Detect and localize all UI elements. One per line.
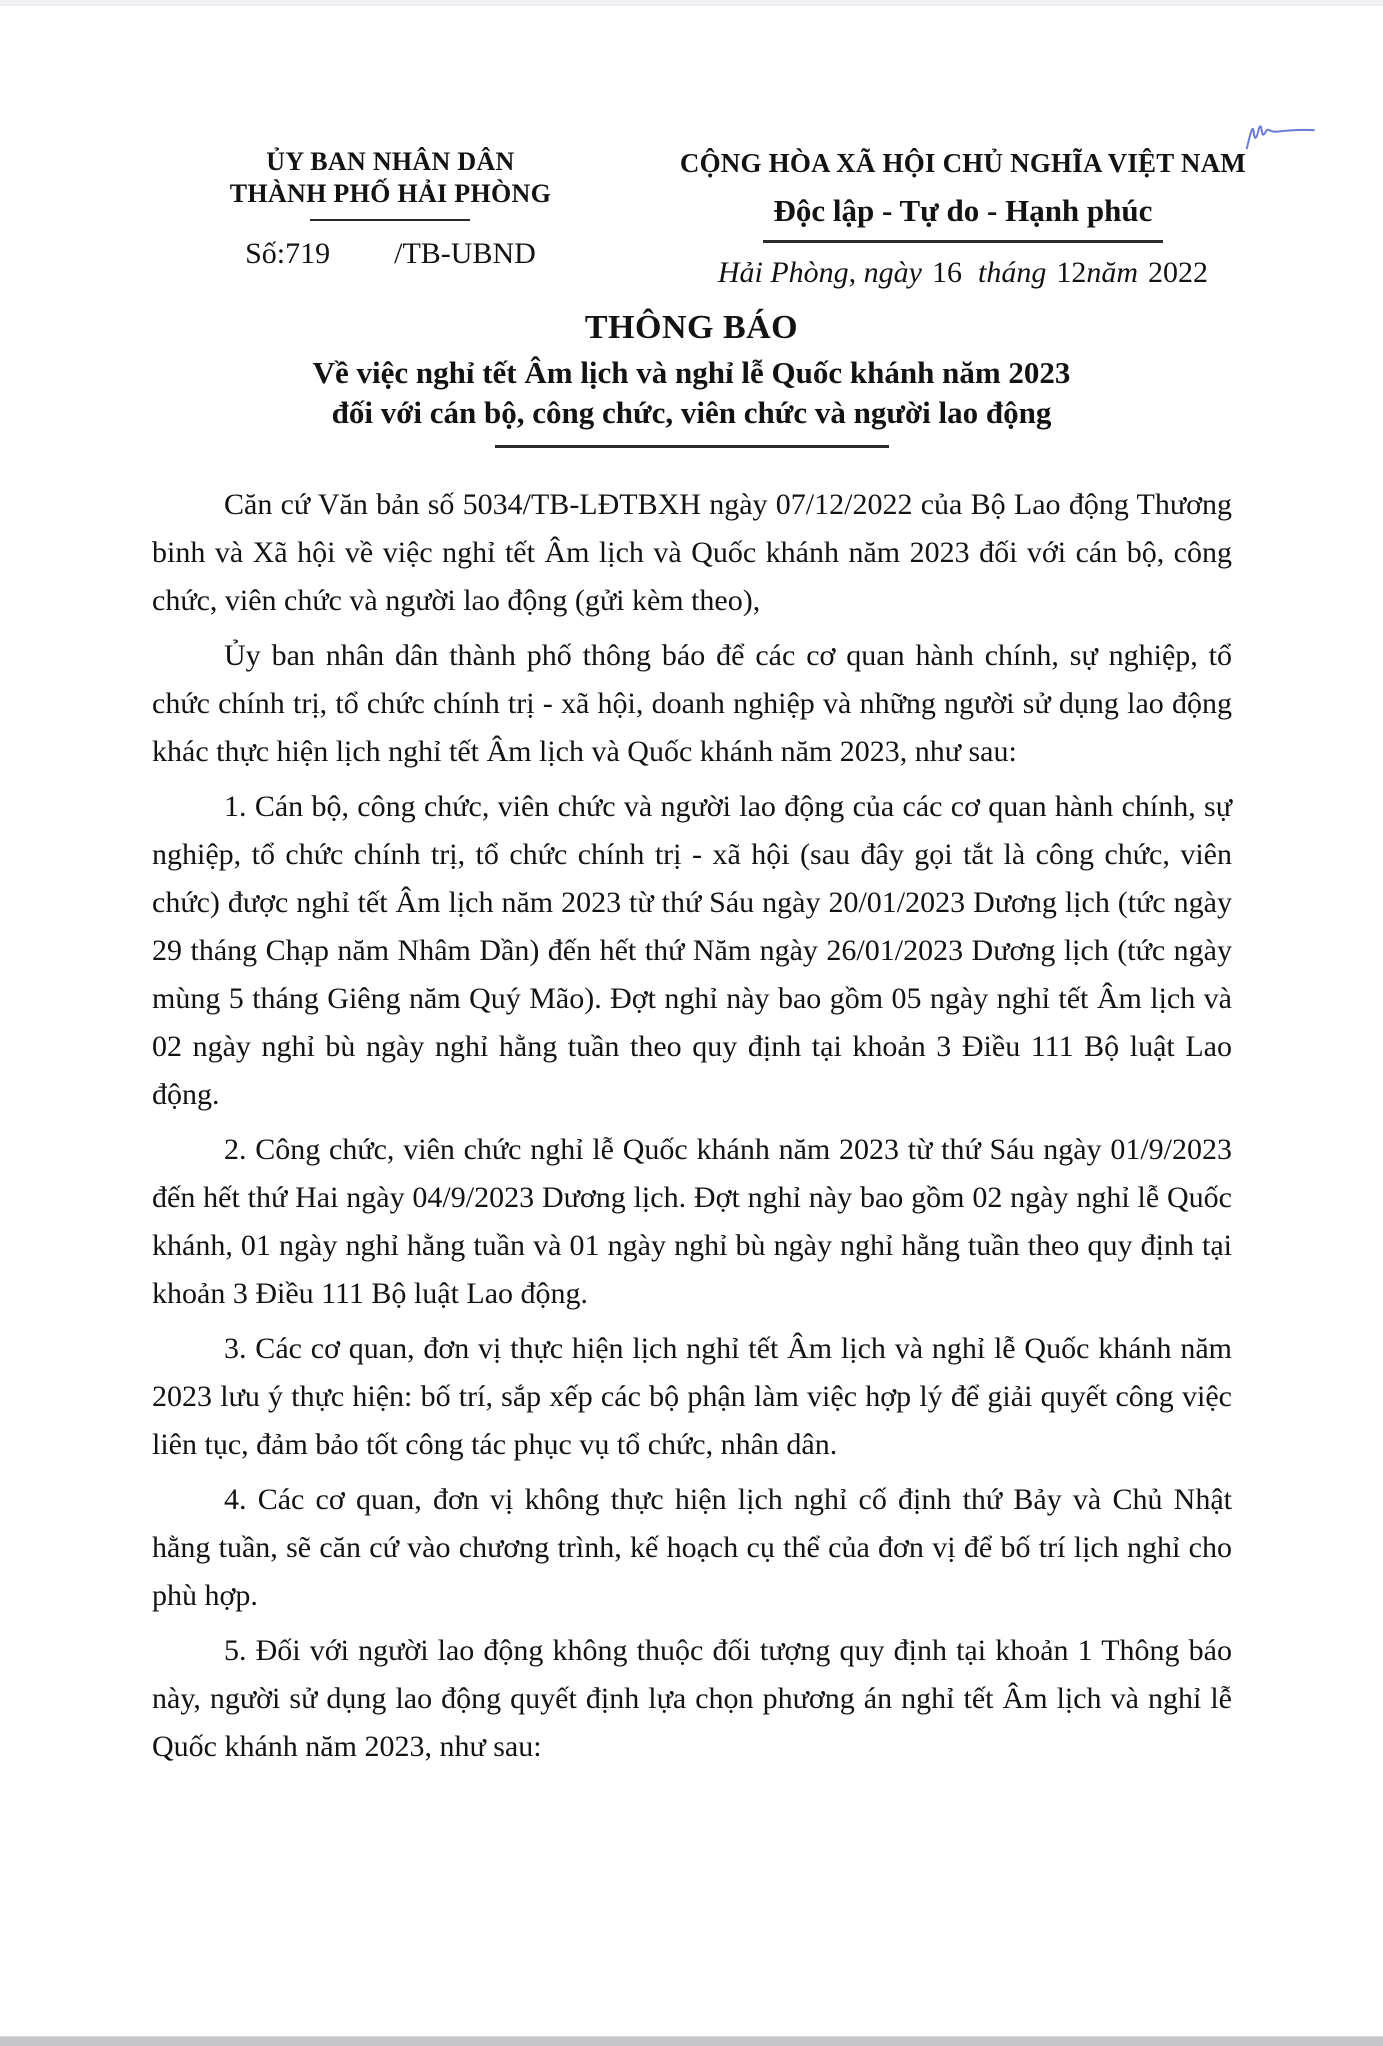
document-body <box>152 481 1232 1771</box>
body-paragraph: Căn cứ Văn bản số 5034/TB-LĐTBXH ngày 07/12/2022 của Bộ Lao động Thương binh và Xã hội về việc nghỉ tết Âm lịch và Quốc khánh năm 2023 đối với cán bộ, công chức, viên chức và người lao động (gửi kèm theo), <box>152 488 1232 617</box>
independence-motto: Độc lập - Tự do - Hạnh phúc <box>773 193 1153 228</box>
body-paragraph: 3. Các cơ quan, đơn vị thực hiện lịch nghỉ tết Âm lịch và nghỉ lễ Quốc khánh năm 2023 lưu ý thực hiện: bố trí, sắp xếp các bộ phận làm việc hợp lý để giải quyết công việc liên tục, đảm bảo tốt công tác phục vụ tổ chức, nhân dân. <box>152 1332 1232 1461</box>
body-paragraph: 1. Cán bộ, công chức, viên chức và người lao động của các cơ quan hành chính, sự nghiệp, tổ chức chính trị, tổ chức chính trị - xã hội (sau đây gọi tắt là công chức, viên chức) được nghỉ tết Âm lịch năm 2023 từ thứ Sáu ngày 20/01/2023 Dương lịch (tức ngày 29 tháng Chạp năm Nhâm Dần) đến hết thứ Năm ngày 26/01/2023 Dương lịch (tức ngày mùng 5 tháng Giêng năm Quý Mão). Đợt nghỉ này bao gồm 05 ngày nghỉ tết Âm lịch và 02 ngày nghỉ bù ngày nghỉ hằng tuần theo quy định tại khoản 3 Điều 111 Bộ luật Lao động. <box>152 790 1232 1111</box>
issuing-org-city: THÀNH PHỐ HẢI PHÒNG <box>229 179 552 208</box>
date-day: 16 <box>932 256 962 289</box>
document-number-value: Số:719 <box>245 237 331 270</box>
header-left-rule <box>310 219 470 221</box>
date-month: 12 <box>1056 256 1087 289</box>
document-title: THÔNG BÁO <box>584 309 799 346</box>
national-header-block <box>631 146 1295 292</box>
document-subject-line1: Về việc nghỉ tết Âm lịch và nghỉ lễ Quốc khánh năm 2023 <box>312 355 1071 390</box>
place-and-date <box>631 254 1295 292</box>
scan-edge-top <box>0 0 1383 6</box>
issuing-authority-block <box>150 146 631 292</box>
scan-edge-bottom <box>0 2036 1383 2046</box>
pen-scribble-path <box>1245 123 1314 149</box>
document-subject <box>0 353 1383 433</box>
date-year: 2022 <box>1148 256 1209 289</box>
national-motto: CỘNG HÒA XÃ HỘI CHỦ NGHĨA VIỆT NAM <box>679 148 1246 178</box>
body-paragraph: 5. Đối với người lao động không thuộc đối tượng quy định tại khoản 1 Thông báo này, người sử dụng lao động quyết định lựa chọn phương án nghỉ tết Âm lịch và nghỉ lễ Quốc khánh năm 2023, như sau: <box>152 1634 1232 1763</box>
issuing-org-name: ỦY BAN NHÂN DÂN <box>266 147 515 176</box>
pen-scribble-mark <box>1242 117 1318 152</box>
title-block <box>0 308 1383 448</box>
body-paragraph: Ủy ban nhân dân thành phố thông báo để các cơ quan hành chính, sự nghiệp, tổ chức chính trị, tổ chức chính trị - xã hội, doanh nghiệp và những người sử dụng lao động khác thực hiện lịch nghỉ tết Âm lịch và Quốc khánh năm 2023, như sau: <box>152 639 1232 768</box>
header-right-rule <box>763 240 1163 243</box>
document-header <box>150 146 1295 292</box>
document-number <box>150 236 631 272</box>
title-underline <box>495 445 889 448</box>
body-paragraph: 4. Các cơ quan, đơn vị không thực hiện lịch nghỉ cố định thứ Bảy và Chủ Nhật hằng tuần, sẽ căn cứ vào chương trình, kế hoạch cụ thể của đơn vị để bố trí lịch nghỉ cho phù hợp. <box>152 1483 1232 1612</box>
date-month-label: tháng <box>978 256 1047 289</box>
place-date-prefix: Hải Phòng, ngày <box>717 256 922 289</box>
document-number-suffix: /TB-UBND <box>394 237 536 270</box>
body-paragraph: 2. Công chức, viên chức nghỉ lễ Quốc khánh năm 2023 từ thứ Sáu ngày 01/9/2023 đến hết thứ Hai ngày 04/9/2023 Dương lịch. Đợt nghỉ này bao gồm 02 ngày nghỉ lễ Quốc khánh, 01 ngày nghỉ hằng tuần và 01 ngày nghỉ bù ngày nghỉ hằng tuần theo quy định tại khoản 3 Điều 111 Bộ luật Lao động. <box>152 1133 1232 1310</box>
document-subject-line2: đối với cán bộ, công chức, viên chức và người lao động <box>331 395 1052 430</box>
date-year-label: năm <box>1086 256 1139 289</box>
